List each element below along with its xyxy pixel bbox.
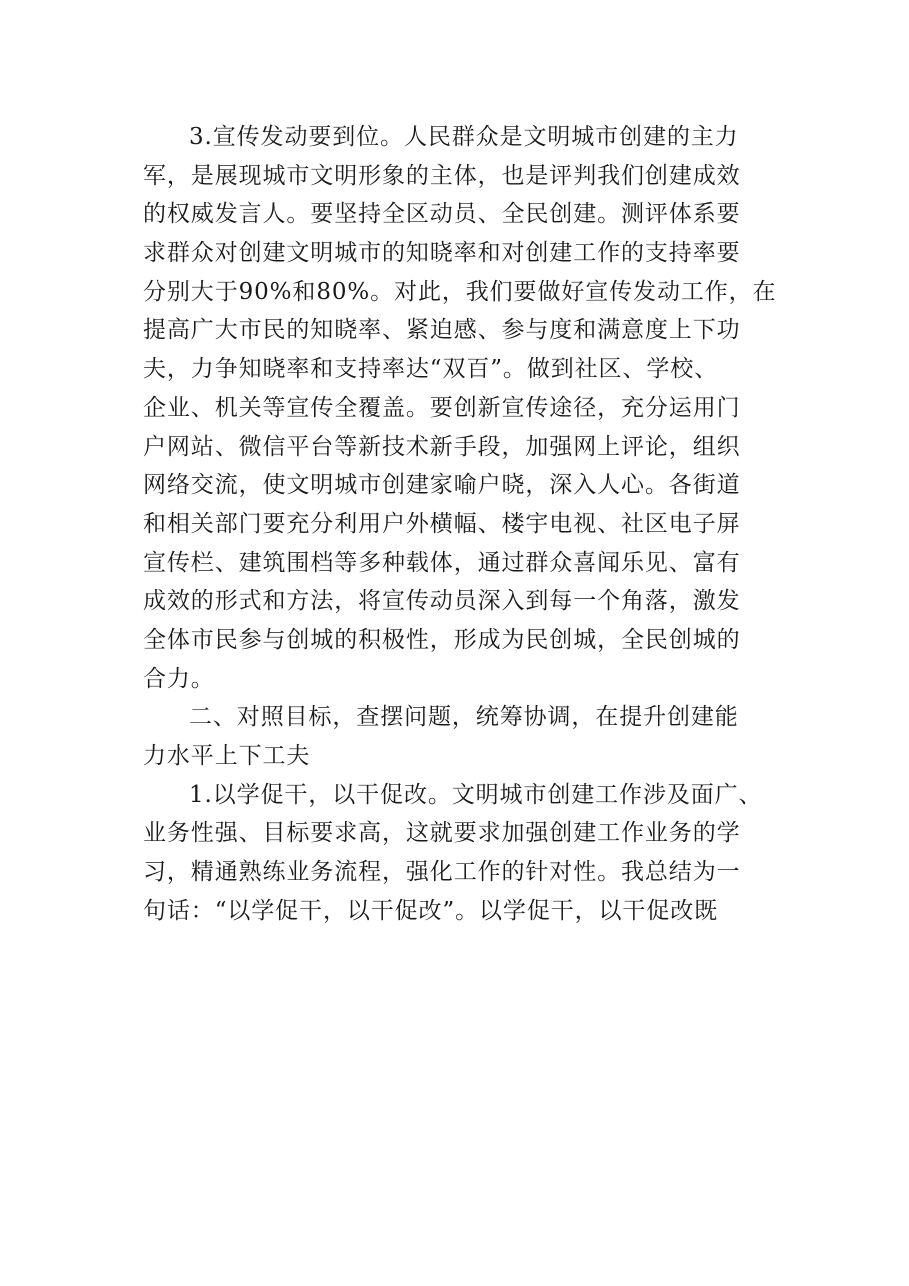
text-line: 成效的形式和方法，将宣传动员深入到每一个角落，激发: [143, 588, 741, 615]
text-line: 合力。: [143, 665, 215, 692]
text-line: 的权威发言人。要坚持全区动员、全民创建。测评体系要: [143, 201, 741, 228]
text-line: 网络交流，使文明城市创建家喻户晓，深入人心。各街道: [143, 472, 741, 499]
text-line: 军，是展现城市文明形象的主体，也是评判我们创建成效: [143, 162, 741, 189]
text-line: 全体市民参与创城的积极性，形成为民创城，全民创城的: [143, 626, 741, 653]
text-line: 宣传栏、建筑围档等多种载体，通过群众喜闻乐见、富有: [143, 549, 741, 576]
paragraph-publicity: [143, 118, 783, 698]
document-body: [143, 118, 783, 930]
text-line: 和相关部门要充分利用户外横幅、楼宇电视、社区电子屏: [143, 510, 741, 537]
paragraph-learning: [143, 776, 783, 931]
text-line: 力水平上下工夫: [143, 743, 311, 769]
text-line: 分别大于90%和80%。对此，我们要做好宣传发动工作，在: [143, 278, 777, 305]
text-line: 二、对照目标，查摆问题，统筹协调，在提升创建能: [189, 704, 739, 731]
text-line: 提高广大市民的知晓率、紧迫感、参与度和满意度上下功: [143, 317, 741, 344]
text-line: 3.宣传发动要到位。人民群众是文明城市创建的主力: [189, 124, 739, 150]
text-line: 句话：“以学促干，以干促改”。以学促干，以干促改既: [143, 897, 719, 924]
text-line: 业务性强、目标要求高，这就要求加强创建工作业务的学: [143, 820, 741, 847]
text-line: 求群众对创建文明城市的知晓率和对创建工作的支持率要: [143, 240, 741, 267]
text-line: 1.以学促干，以干促改。文明城市创建工作涉及面广、: [189, 781, 763, 808]
text-line: 企业、机关等宣传全覆盖。要创新宣传途径，充分运用门: [143, 394, 741, 421]
text-line: 夫，力争知晓率和支持率达“双百”。做到社区、学校、: [143, 356, 719, 383]
section-heading-two: [143, 698, 783, 775]
text-line: 习，精通熟练业务流程，强化工作的针对性。我总结为一: [143, 859, 741, 886]
text-line: 户网站、微信平台等新技术新手段，加强网上评论，组织: [143, 433, 741, 460]
